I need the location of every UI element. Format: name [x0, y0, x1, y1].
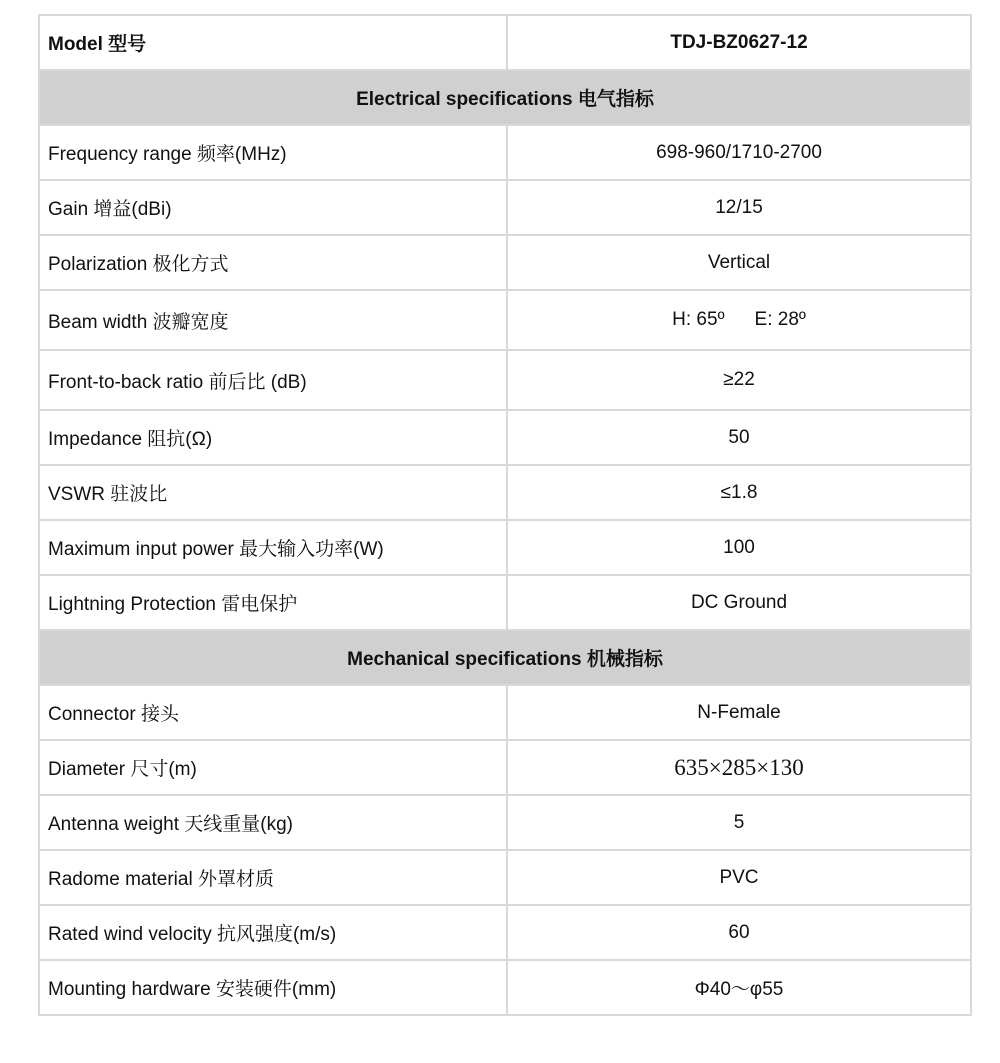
model-label: Model 型号: [39, 15, 507, 70]
polarization-label: Polarization 极化方式: [39, 235, 507, 290]
gain-label: Gain 增益(dBi): [39, 180, 507, 235]
mechanical-section-title: Mechanical specifications 机械指标: [39, 630, 971, 685]
connector-label: Connector 接头: [39, 685, 507, 740]
diameter-value: 635×285×130: [507, 740, 971, 795]
table-row: [39, 235, 971, 290]
impedance-value: 50: [507, 410, 971, 465]
radome-label: Radome material 外罩材质: [39, 850, 507, 905]
frequency-value: 698-960/1710-2700: [507, 125, 971, 180]
table-row: [39, 795, 971, 850]
table-row: [39, 905, 971, 960]
weight-value: 5: [507, 795, 971, 850]
mounting-value: Φ40～φ55: [507, 960, 971, 1015]
table-row: [39, 125, 971, 180]
beam-width-h: H: 65º: [672, 309, 725, 330]
wind-velocity-label: Rated wind velocity 抗风强度(m/s): [39, 905, 507, 960]
max-power-label: Maximum input power 最大输入功率(W): [39, 520, 507, 575]
table-row: [39, 520, 971, 575]
table-row: [39, 740, 971, 795]
table-row: [39, 685, 971, 740]
impedance-label: Impedance 阻抗(Ω): [39, 410, 507, 465]
beam-width-e: E: 28º: [754, 309, 806, 330]
front-to-back-label: Front-to-back ratio 前后比 (dB): [39, 350, 507, 410]
table-row: [39, 350, 971, 410]
polarization-value: Vertical: [507, 235, 971, 290]
beam-width-value: [507, 290, 971, 350]
diameter-label: Diameter 尺寸(m): [39, 740, 507, 795]
table-row: [39, 410, 971, 465]
front-to-back-value: ≥22: [507, 350, 971, 410]
table-row: [39, 290, 971, 350]
table-row: [39, 180, 971, 235]
beam-width-label: Beam width 波瓣宽度: [39, 290, 507, 350]
connector-value: N-Female: [507, 685, 971, 740]
table-row: [39, 465, 971, 520]
gain-value: 12/15: [507, 180, 971, 235]
vswr-label: VSWR 驻波比: [39, 465, 507, 520]
mounting-label: Mounting hardware 安装硬件(mm): [39, 960, 507, 1015]
radome-value: PVC: [507, 850, 971, 905]
table-row: [39, 575, 971, 630]
electrical-section-header: [39, 70, 971, 125]
model-value: TDJ-BZ0627-12: [507, 15, 971, 70]
lightning-value: DC Ground: [507, 575, 971, 630]
weight-label: Antenna weight 天线重量(kg): [39, 795, 507, 850]
wind-velocity-value: 60: [507, 905, 971, 960]
max-power-value: 100: [507, 520, 971, 575]
table-row: [39, 960, 971, 1015]
mechanical-section-header: [39, 630, 971, 685]
spec-table: [38, 14, 972, 1016]
lightning-label: Lightning Protection 雷电保护: [39, 575, 507, 630]
model-row: [39, 15, 971, 70]
electrical-section-title: Electrical specifications 电气指标: [39, 70, 971, 125]
table-row: [39, 850, 971, 905]
frequency-label: Frequency range 频率(MHz): [39, 125, 507, 180]
vswr-value: ≤1.8: [507, 465, 971, 520]
